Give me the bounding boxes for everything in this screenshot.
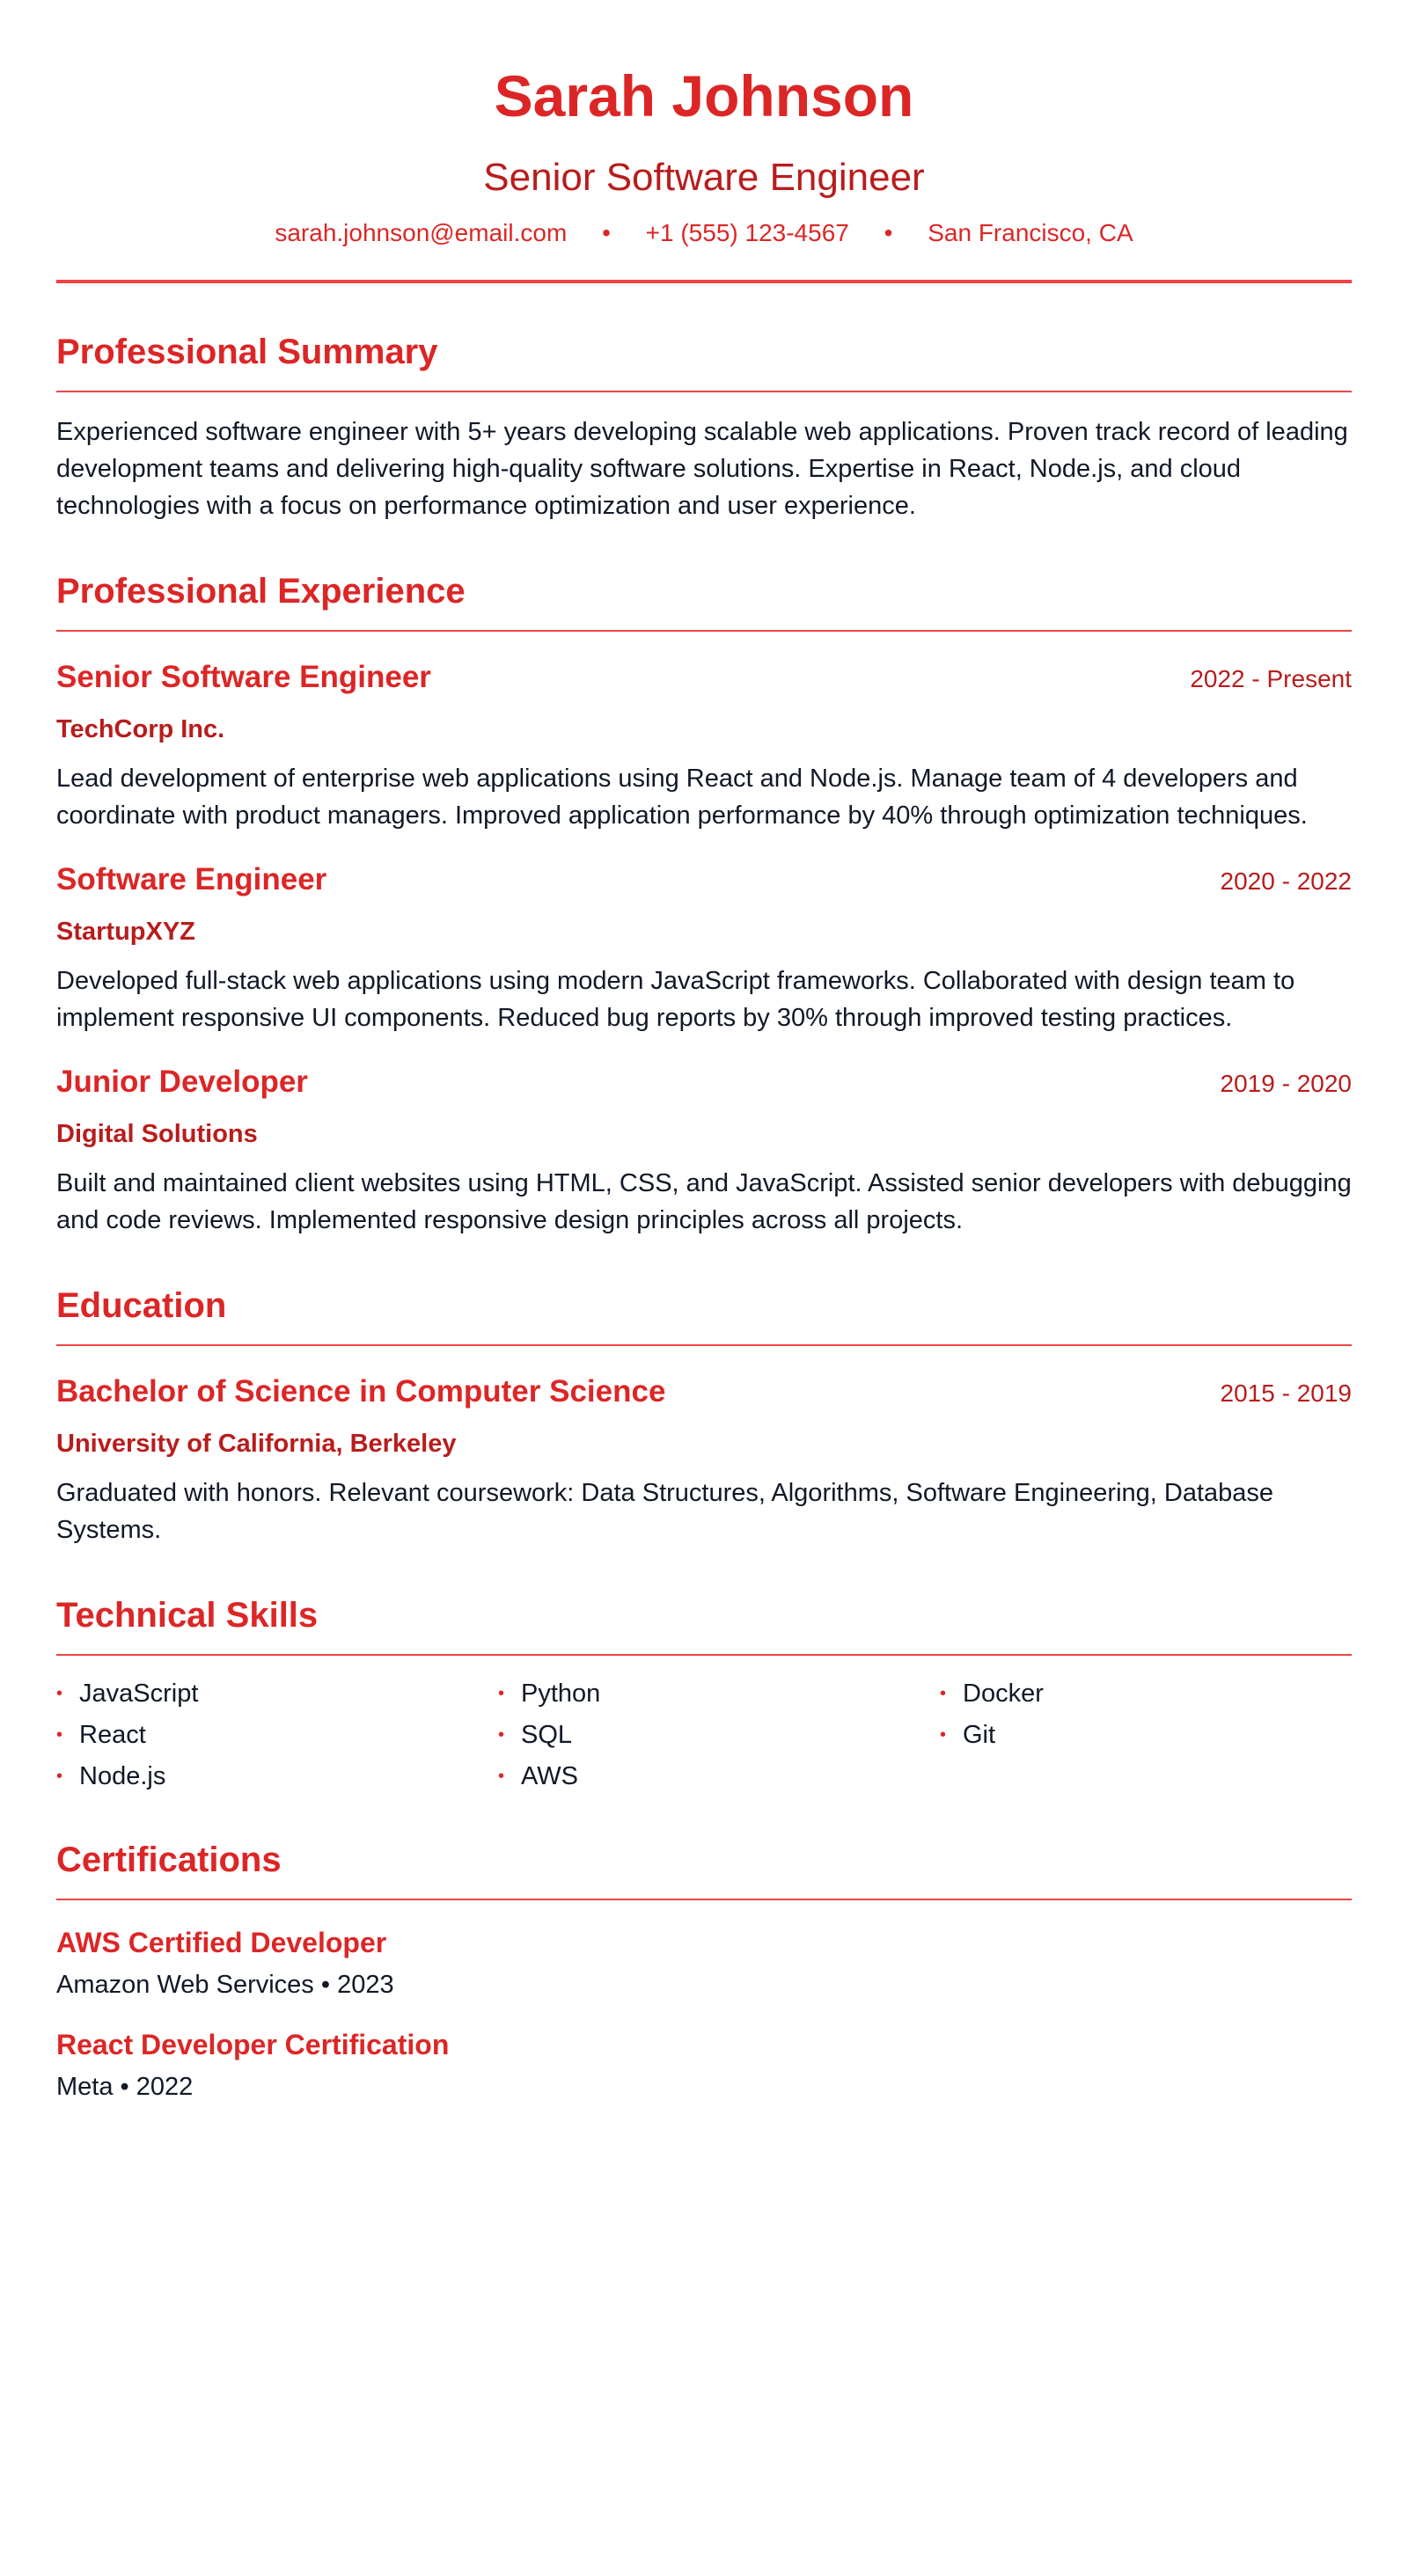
job-dates: 2020 - 2022 (1220, 867, 1352, 895)
certification-entry (56, 2027, 1352, 2104)
section-heading: Technical Skills (56, 1596, 319, 1635)
section-heading: Certifications (56, 1841, 282, 1879)
section-divider (56, 1899, 1352, 1900)
skill-label: AWS (521, 1762, 578, 1790)
education-entry (56, 1372, 1352, 1548)
bullet-icon: • (498, 1767, 505, 1786)
job-dates: 2019 - 2020 (1220, 1070, 1352, 1097)
job-description: Developed full-stack web applications using modern JavaScript frameworks. Collaborated with design team to implement responsive UI components. Reduced bug reports by 30% through improved testing practices. (56, 967, 1295, 1032)
contact-location: San Francisco, CA (928, 219, 1133, 246)
candidate-title: Senior Software Engineer (483, 156, 925, 199)
section-divider (56, 630, 1352, 632)
resume-header (56, 0, 1352, 283)
education-dates: 2015 - 2019 (1220, 1379, 1352, 1407)
contact-separator: • (884, 219, 893, 246)
contact-email[interactable]: sarah.johnson@email.com (275, 219, 568, 246)
skill-item (498, 1677, 940, 1710)
skill-item (940, 1718, 1352, 1752)
bullet-icon: • (56, 1767, 63, 1786)
section-divider (56, 1654, 1352, 1656)
bullet-icon: • (498, 1684, 505, 1703)
job-role: Software Engineer (56, 862, 327, 896)
bullet-icon: • (56, 1684, 63, 1703)
education-description: Graduated with honors. Relevant coursework: Data Structures, Algorithms, Software Engineering, Database Systems. (56, 1479, 1274, 1544)
skill-label: Docker (963, 1680, 1044, 1708)
skill-item (56, 1677, 498, 1710)
school-name: University of California, Berkeley (56, 1430, 457, 1458)
job-company: StartupXYZ (56, 918, 195, 946)
bullet-icon: • (940, 1725, 947, 1745)
job-company: Digital Solutions (56, 1120, 258, 1148)
skill-label: SQL (521, 1721, 573, 1749)
skill-item (56, 1760, 498, 1793)
entry-header (56, 1372, 1352, 1411)
skill-label: Git (963, 1721, 996, 1749)
bullet-icon: • (940, 1684, 947, 1703)
section-heading: Professional Experience (56, 572, 466, 611)
contact-line (56, 218, 1352, 248)
job-role: Junior Developer (56, 1065, 308, 1099)
certification-name: React Developer Certification (56, 2029, 450, 2060)
experience-entry (56, 658, 1352, 834)
certifications-section (56, 1839, 1352, 2104)
skill-item (498, 1718, 940, 1752)
entry-header (56, 658, 1352, 697)
degree-name: Bachelor of Science in Computer Science (56, 1374, 666, 1409)
job-dates: 2022 - Present (1190, 665, 1352, 692)
contact-phone[interactable]: +1 (555) 123-4567 (645, 219, 849, 246)
job-role: Senior Software Engineer (56, 660, 431, 694)
education-section (56, 1284, 1352, 1548)
certification-issuer: Meta • 2022 (56, 2073, 194, 2101)
section-divider (56, 391, 1352, 392)
job-description: Built and maintained client websites using HTML, CSS, and JavaScript. Assisted senior developers with debugging and code reviews. Implemented responsive design principles across all projects. (56, 1169, 1352, 1234)
bullet-icon: • (56, 1725, 63, 1745)
certification-issuer: Amazon Web Services • 2023 (56, 1971, 394, 1999)
certification-entry (56, 1925, 1352, 2002)
skill-item (498, 1760, 940, 1793)
skill-label: Python (521, 1680, 601, 1708)
entry-header (56, 860, 1352, 899)
bullet-icon: • (498, 1725, 505, 1745)
skill-label: React (79, 1721, 146, 1749)
entry-header (56, 1063, 1352, 1101)
skills-grid (56, 1677, 1352, 1793)
summary-text: Experienced software engineer with 5+ years developing scalable web applications. Proven track record of leading development teams and delivering high-quality software solutions. Expertise in React, Node.js, and cloud technologies with a focus on performance optimization and user experience. (56, 418, 1348, 520)
summary-section (56, 331, 1352, 524)
skill-item (56, 1718, 498, 1752)
section-heading: Professional Summary (56, 333, 438, 371)
skill-label: JavaScript (79, 1680, 199, 1708)
experience-entry (56, 1063, 1352, 1239)
contact-separator: • (602, 219, 611, 246)
skills-section (56, 1594, 1352, 1793)
skill-item (940, 1677, 1352, 1710)
header-divider (56, 280, 1352, 283)
certification-name: AWS Certified Developer (56, 1927, 387, 1958)
candidate-name: Sarah Johnson (494, 63, 914, 128)
experience-entry (56, 860, 1352, 1036)
experience-section (56, 570, 1352, 1239)
job-description: Lead development of enterprise web applications using React and Node.js. Manage team of 4 developers and coordinate with product managers. Improved application performance by 40% through optimization techniques. (56, 765, 1308, 830)
section-heading: Education (56, 1286, 227, 1325)
skill-label: Node.js (79, 1762, 166, 1790)
job-company: TechCorp Inc. (56, 715, 225, 743)
section-divider (56, 1344, 1352, 1346)
